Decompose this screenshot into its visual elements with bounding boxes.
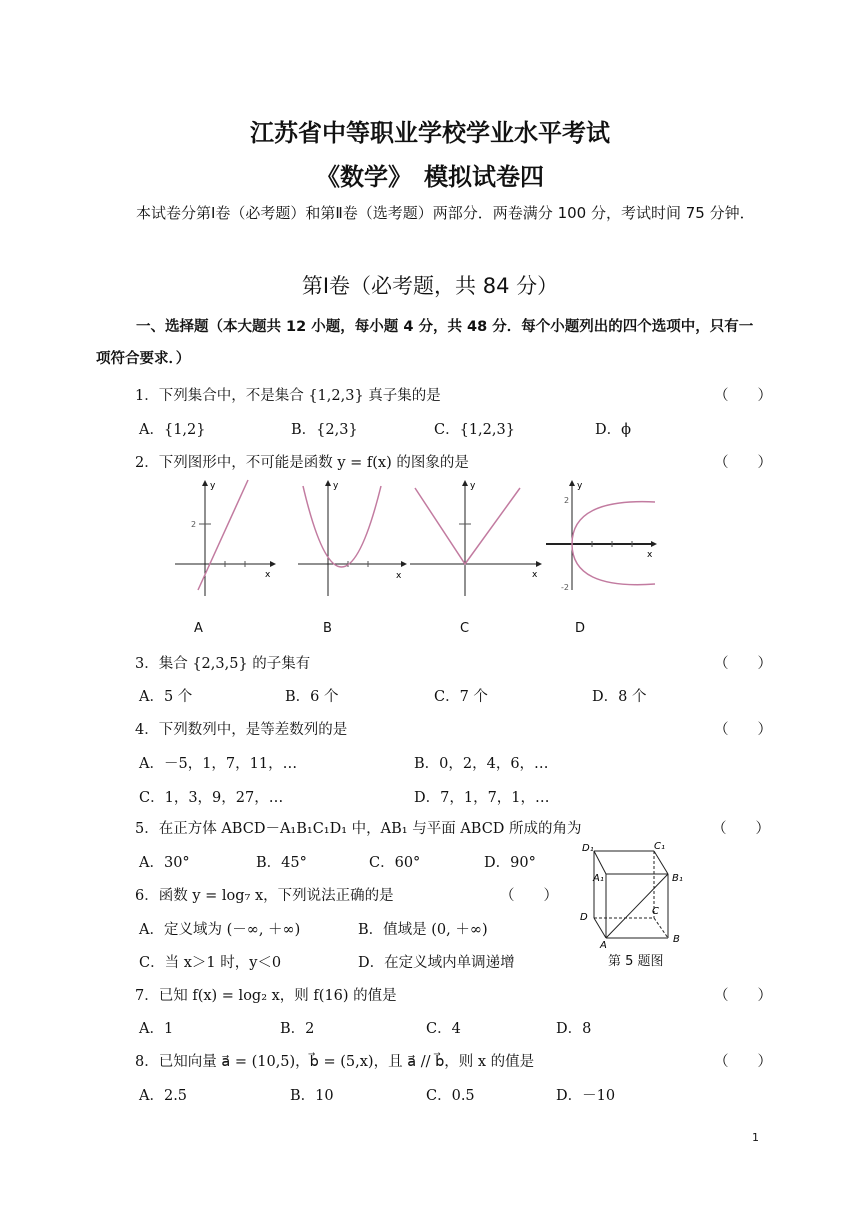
q4-option-c: C．1，3，9，27，… [139,790,284,806]
q8-option-c: C．0.5 [426,1088,475,1104]
graph-d-tick-label-top: 2 [564,496,570,505]
graph-d-x-label: x [647,550,653,560]
q5-option-b: B．45° [256,855,307,871]
q7-option-b: B．2 [280,1021,315,1037]
question-7-stem: 7．已知 f(x) = log₂ x，则 f(16) 的值是 [135,988,397,1004]
answer-blank-5: （ ） [712,821,770,837]
graph-c-x-label: x [532,570,538,580]
answer-blank-8: （ ） [714,1054,772,1070]
q8-option-b: B．10 [290,1088,334,1104]
q1-option-d: D．ϕ [595,422,632,438]
question-1-stem: 1．下列集合中，不是集合 {1,2,3} 真子集的是 [135,388,441,404]
q1-option-c: C．{1,2,3} [434,422,515,438]
q8-option-d: D．－10 [556,1088,616,1104]
cube-figure [578,838,696,950]
cube-label-c1: C₁ [654,841,665,852]
graph-a-x-label: x [265,570,271,580]
q5-option-c: C．60° [369,855,421,871]
graph-label-a: A [194,621,203,636]
answer-blank-2: （ ） [714,455,772,471]
q4-option-d: D．7，1，7，1，… [414,790,550,806]
graph-d-tick-label-bottom: -2 [561,583,569,592]
question-2-stem: 2．下列图形中，不可能是函数 y = f(x) 的图象的是 [135,455,469,471]
q6-option-c: C．当 x＞1 时，y＜0 [139,955,282,971]
graph-a-tick-label: 2 [191,520,197,529]
cube-label-b1: B₁ [672,873,683,884]
q7-option-a: A．1 [139,1021,174,1037]
figure-5-caption: 第 5 题图 [608,954,664,969]
graph-label-c: C [460,621,470,636]
graph-d [543,478,663,598]
graph-d-y-label: y [577,481,583,491]
section-instruction: 一、选择题（本大题共 12 小题，每小题 4 分，共 48 分．每个小题列出的四个选项中，只有一项符合要求．） [96,319,754,367]
graph-b-x-label: x [396,571,402,581]
q6-option-a: A．定义域为 (－∞, ＋∞) [139,922,301,938]
cube-label-a: A [600,940,607,950]
question-6-stem: 6．函数 y = log₇ x，下列说法正确的是 [135,888,394,904]
page-number: 1 [752,1131,759,1144]
graph-a-y-label: y [210,481,216,491]
q1-option-a: A．{1,2} [139,422,206,438]
cube-label-d: D [580,912,588,923]
q4-option-b: B．0，2，4，6，… [414,756,549,772]
graph-label-d: D [575,621,586,636]
q3-option-c: C．7 个 [434,689,488,705]
answer-blank-1: （ ） [714,388,772,404]
question-5-stem: 5．在正方体 ABCD－A₁B₁C₁D₁ 中，AB₁ 与平面 ABCD 所成的角为 [135,821,582,837]
answer-blank-7: （ ） [714,988,772,1004]
intro-text: 本试卷分第Ⅰ卷（必考题）和第Ⅱ卷（选考题）两部分．两卷满分 100 分，考试时间 75 分钟． [136,204,755,222]
q5-option-a: A．30° [139,855,190,871]
q1-option-b: B．{2,3} [291,422,358,438]
q6-option-d: D．在定义域内单调递增 [358,955,515,971]
page-subtitle: 《数学》 模拟试卷四 [316,163,544,191]
q6-option-b: B．值域是 (0, ＋∞) [358,922,488,938]
question-8-stem: 8．已知向量 a⃗ = (10,5)，b⃗ = (5,x)，且 a⃗ // b⃗，则 x 的值是 [135,1054,535,1070]
question-4-stem: 4．下列数列中，是等差数列的是 [135,722,348,738]
graph-a [170,478,280,598]
graph-c-y-label: y [470,481,476,491]
section-title: 第Ⅰ卷（必考题，共 84 分） [301,274,559,298]
cube-label-b: B [673,934,680,945]
cube-label-c: C [652,906,659,917]
graph-label-b: B [323,621,332,636]
cube-label-a1: A₁ [593,873,604,884]
page-title: 江苏省中等职业学校学业水平考试 [250,119,610,147]
q3-option-d: D．8 个 [592,689,647,705]
answer-blank-4: （ ） [714,722,772,738]
q3-option-a: A．5 个 [139,689,193,705]
cube-label-d1: D₁ [582,843,594,854]
q3-option-b: B．6 个 [285,689,339,705]
q4-option-a: A．－5，1，7，11，… [139,756,298,772]
answer-blank-6: （ ） [500,888,558,904]
graph-b [293,478,408,598]
answer-blank-3: （ ） [714,656,772,672]
q8-option-a: A．2.5 [139,1088,188,1104]
q7-option-c: C．4 [426,1021,461,1037]
graph-b-y-label: y [333,481,339,491]
graph-c [408,478,543,598]
q7-option-d: D．8 [556,1021,592,1037]
q5-option-d: D．90° [484,855,536,871]
question-3-stem: 3．集合 {2,3,5} 的子集有 [135,656,311,672]
